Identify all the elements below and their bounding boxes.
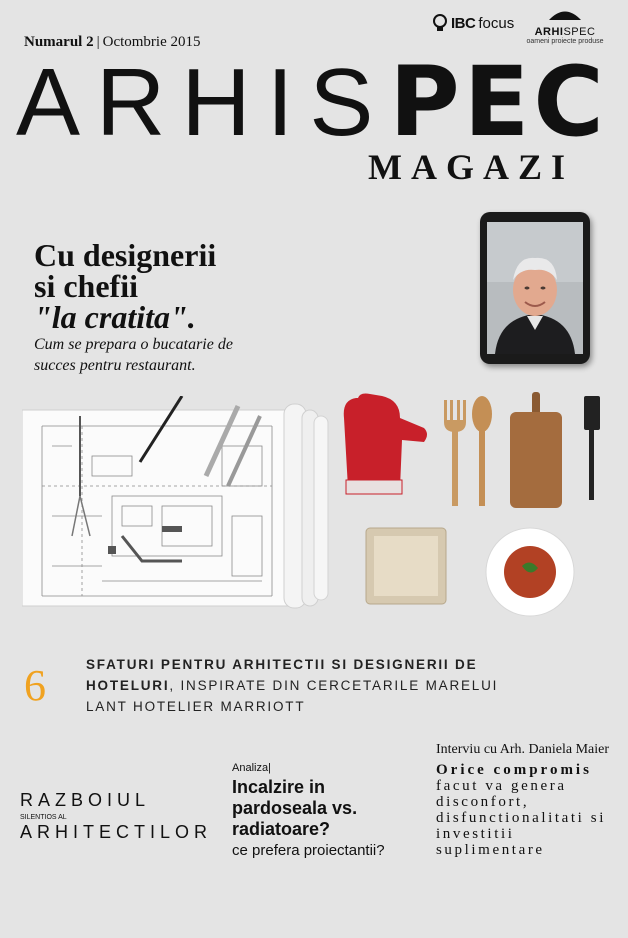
masthead-light: ARHIS xyxy=(16,49,390,156)
arhispec-logo-bold: ARHI xyxy=(534,26,564,38)
arhispec-logo[interactable] xyxy=(524,8,606,45)
arhispec-tagline: oameni proiecte produse xyxy=(526,38,604,45)
chef-portrait-illustration xyxy=(487,222,583,354)
issue-number: Numarul 2 xyxy=(24,34,94,50)
masthead-subtitle: MAGAZI xyxy=(368,147,574,187)
bread-basket-icon xyxy=(366,528,446,604)
oven-mitt-icon xyxy=(344,394,427,495)
article-left-line1: RAZBOIUL xyxy=(20,790,151,810)
arhispec-logo-name xyxy=(524,26,606,38)
article-middle-title: Incalzire in pardoseala vs. radiatoare? xyxy=(232,777,358,839)
tip-title-rest: , INSPIRATE DIN CERCETARILE MARELUI LANT HOTELIER MARRIOTT xyxy=(86,678,499,714)
article-interview[interactable] xyxy=(436,742,626,858)
kitchen-utensils xyxy=(338,388,608,618)
article-right-body: facut va genera disconfort, disfunctionalitati si investitii suplimentare xyxy=(436,778,607,858)
article-heating-analysis[interactable] xyxy=(232,762,422,859)
article-middle-kicker xyxy=(232,762,422,774)
arhispec-logo-light: SPEC xyxy=(563,26,596,38)
issue-date: Octombrie 2015 xyxy=(102,34,201,50)
spatula-icon xyxy=(584,396,600,500)
headline-line3: "la cratita". xyxy=(34,299,196,335)
article-left-line3: ARHITECTILOR xyxy=(20,822,213,842)
cutting-board-icon xyxy=(510,392,562,508)
masthead xyxy=(16,46,608,158)
ibc-text: IBC xyxy=(451,14,476,32)
blueprint-illustration xyxy=(22,396,330,610)
cover-headline[interactable] xyxy=(34,237,294,335)
cover-subtitle: Cum se prepara o bucatarie de succes pentru restaurant. xyxy=(34,336,233,374)
issue-separator: | xyxy=(96,34,100,50)
wooden-fork-icon xyxy=(444,400,466,506)
tablet-photo xyxy=(480,212,590,364)
article-right-title: Orice compromis xyxy=(436,762,592,778)
focus-text: focus xyxy=(478,14,515,32)
kitchen-items-illustration xyxy=(338,388,608,618)
chef-portrait xyxy=(487,222,583,354)
ibc-bulb-icon xyxy=(432,14,448,32)
article-middle-subtitle: ce prefera proiectantii? xyxy=(232,842,385,859)
tip-title-bold: SFATURI PENTRU ARHITECTII SI DESIGNERII DE HOTELURI xyxy=(86,657,478,693)
article-architects-war[interactable] xyxy=(20,790,212,843)
headline-line2: si chefii xyxy=(34,268,138,304)
article-middle-kicker-sep: | xyxy=(268,762,271,774)
wooden-spoon-icon xyxy=(472,396,492,506)
blueprint-drawing xyxy=(22,396,330,610)
tip-article[interactable] xyxy=(86,654,506,717)
article-middle-kicker-text: Analiza xyxy=(232,762,269,774)
headline-line1: Cu designerii xyxy=(34,237,217,273)
ibc-focus-logo[interactable] xyxy=(432,14,514,32)
helmet-icon xyxy=(545,9,585,21)
article-right-kicker: Interviu cu Arh. Daniela Maier xyxy=(436,742,609,757)
masthead-bold: PEC xyxy=(389,46,608,158)
tip-number: 6 xyxy=(24,661,46,710)
soup-plate-icon xyxy=(486,528,574,616)
article-left-line2: SILENTIOS AL xyxy=(20,814,67,821)
